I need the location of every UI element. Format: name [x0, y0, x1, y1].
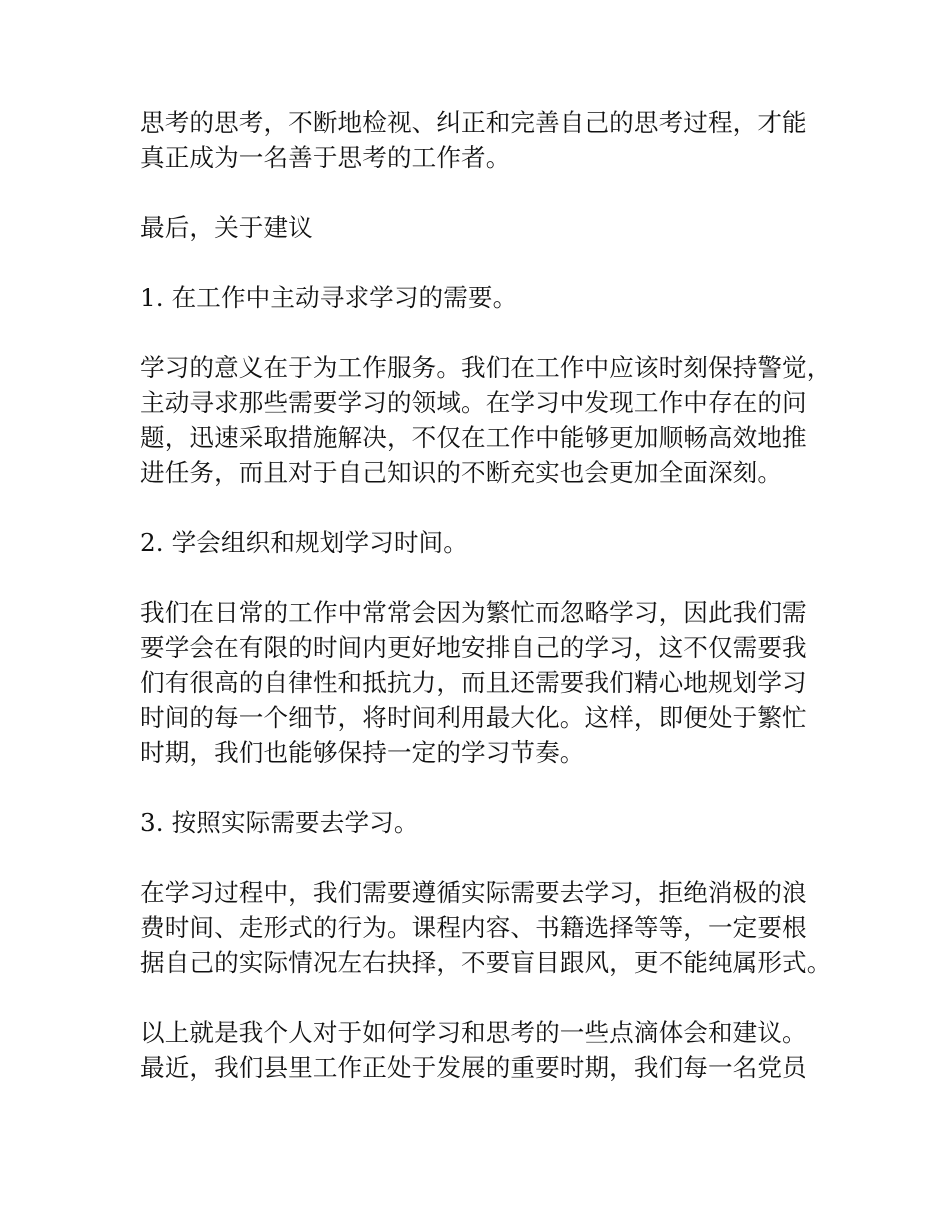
text-line: 以上就是我个人对于如何学习和思考的一些点滴体会和建议。 — [140, 1018, 807, 1047]
text-line: 最近，我们县里工作正处于发展的重要时期，我们每一名党员 — [140, 1053, 807, 1082]
paragraph — [140, 525, 840, 560]
text-line: 主动寻求那些需要学习的领域。在学习中发现工作中存在的问 — [140, 388, 807, 417]
text-line: 我们在日常的工作中常常会因为繁忙而忽略学习，因此我们需 — [140, 598, 807, 627]
text-line: 3. 按照实际需要去学习。 — [140, 808, 419, 837]
text-line: 据自己的实际情况左右抉择，不要盲目跟风，更不能纯属形式。 — [140, 948, 832, 977]
paragraph — [140, 350, 840, 490]
paragraph — [140, 105, 840, 175]
text-line: 时期，我们也能够保持一定的学习节奏。 — [140, 738, 585, 767]
text-line: 在学习过程中，我们需要遵循实际需要去学习，拒绝消极的浪 — [140, 878, 807, 907]
text-line: 要学会在有限的时间内更好地安排自己的学习，这不仅需要我 — [140, 633, 807, 662]
paragraph — [140, 1015, 840, 1085]
document-page — [140, 105, 840, 1120]
text-line: 费时间、走形式的行为。课程内容、书籍选择等等，一定要根 — [140, 913, 807, 942]
text-line: 2. 学会组织和规划学习时间。 — [140, 528, 468, 557]
paragraph — [140, 875, 840, 980]
text-line: 1. 在工作中主动寻求学习的需要。 — [140, 283, 518, 312]
text-line: 最后，关于建议 — [140, 213, 313, 242]
paragraph — [140, 280, 840, 315]
paragraph — [140, 210, 840, 245]
text-line: 时间的每一个细节，将时间利用最大化。这样，即便处于繁忙 — [140, 703, 807, 732]
text-line: 们有很高的自律性和抵抗力，而且还需要我们精心地规划学习 — [140, 668, 807, 697]
text-line: 题，迅速采取措施解决，不仅在工作中能够更加顺畅高效地推 — [140, 423, 807, 452]
text-line: 真正成为一名善于思考的工作者。 — [140, 143, 511, 172]
text-line: 思考的思考，不断地检视、纠正和完善自己的思考过程，才能 — [140, 108, 807, 137]
text-line: 进任务，而且对于自己知识的不断充实也会更加全面深刻。 — [140, 458, 783, 487]
paragraph — [140, 805, 840, 840]
text-line: 学习的意义在于为工作服务。我们在工作中应该时刻保持警觉， — [140, 353, 832, 382]
paragraph — [140, 595, 840, 770]
